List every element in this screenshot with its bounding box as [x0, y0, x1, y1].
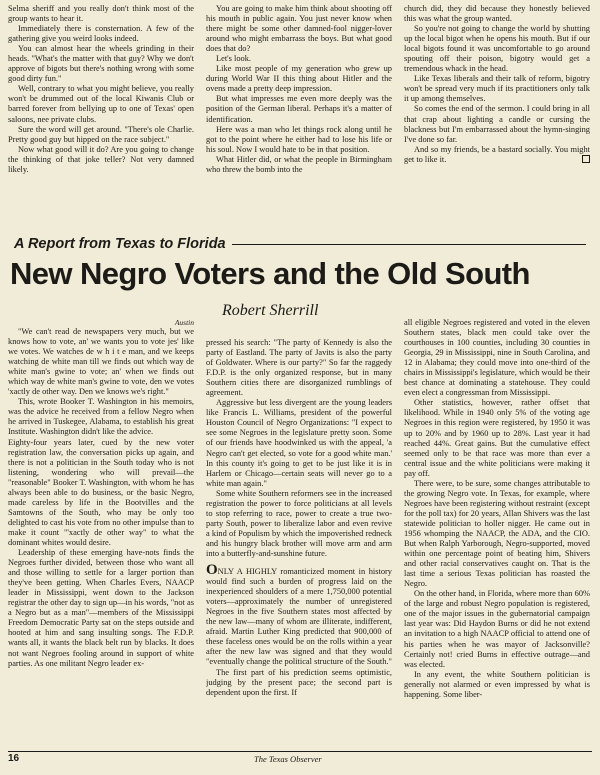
article-column-1 — [8, 318, 194, 748]
paragraph: Here was a man who let things rock along until he got to the point where he either had to lose his life or his soul. Now I would hate to be in that position. — [206, 124, 392, 154]
article-column-1-paragraphs — [8, 327, 194, 669]
paragraph: Selma sheriff and you really don't think most of the group wants to hear it. — [8, 4, 194, 24]
paragraph: Immediately there is consternation. A few of the gathering give you weird looks indeed. — [8, 24, 194, 44]
kicker-rule — [232, 244, 586, 245]
paragraph: Well, contrary to what you might believe, you really won't be drummed out of the local Kiwanis Club or barred forever from bellying up to one of Texas' open saloons, nee private clubs. — [8, 84, 194, 124]
footer-rule — [8, 751, 592, 752]
paragraph: So comes the end of the sermon. I could bring in all that crap about lighting a candle or cursing the blackness but I'm embarrassed about the hymn-singing I've done so far. — [404, 104, 590, 144]
paragraph: Aggressive but less divergent are the young leaders like Francis L. Williams, president of the powerful Houston Council of Negro Organizations: "I expect to see some Negroes in the legislature pretty soon. Some of our friends have hoodwinked us with the appeal, 'a Negro can't get elected, so vote for a good white man.' In this county it's going to get to be just like it is in Harlem or Chicago—certain seats will never go to a white man again." — [206, 398, 392, 488]
paragraph: You are going to make him think about shooting off his mouth in public again. You just never know when there might be some other damned-fool nigger-lover around who might embarrass the boys. But what good does that do? — [206, 4, 392, 54]
top-column-2 — [206, 4, 392, 235]
paragraph: "We can't read de newspapers very much, but we knows how to vote, an' we wants you to vote jes' like we votes. We watches de w h i t e man, and we keeps watching de white man till we finds out which way de white man's gwine to vote; an' when we finds out which way de white man's gwine to vote, den we votes 'xactly de other way. Den we knows we's right." — [8, 327, 194, 397]
kicker-row — [14, 236, 586, 252]
paragraph: What Hitler did, or what the people in Birmingham who threw the bomb into the — [206, 154, 392, 174]
top-column-3 — [404, 4, 590, 235]
paragraph: Like Texas liberals and their talk of reform, bigotry won't be spread very much if its practitioners only talk it up among themselves. — [404, 74, 590, 104]
section-break-paragraph — [206, 562, 392, 667]
paragraph: In any event, the white Southern politician is generally not alarmed or even impressed by what is happening. Some liber- — [404, 669, 590, 699]
paragraph: Let's look. — [216, 54, 252, 64]
paragraph: So you're not going to change the world by shutting up the local bigot when he opens his mouth. But if our local bigots found it was uncomfortable to go around spouting off their poison, bigotry would get a tremendous whack in the head. — [404, 24, 590, 74]
previous-article-continuation — [8, 4, 592, 235]
paragraph: Leadership of these emerging have-nots finds the Negroes further divided, between those who want all and those willing to settle for a larger portion than they've been getting. When Charles Evers, NAACP leader in Mississippi, went down to the Jackson registrar the other day to sign up—in his words, "not as a Negro but as a man"—members of the Mississippi Freedom Democratic Party sat on the steps outside and hooted at him and sang insulting songs. The F.D.P. wants all, it wants the black belt run by blacks. It does not want Negroes fooling around in support of white parties. As one militant Negro leader ex- — [8, 548, 194, 668]
paragraph: Sure the word will get around. "There's ole Charlie. Pretty good guy but hipped on the race subject." — [8, 124, 194, 144]
article-column-2 — [206, 318, 392, 748]
paragraph: pressed his search: "The party of Kennedy is also the party of Eastland. The party of Javits is also the party of Goldwater. Where is our party?" So far the raggedy F.D.P. is the only organized response, but in many Southern cities there are disorganized rumblings of agreement. — [206, 338, 392, 398]
paragraph: On the other hand, in Florida, where more than 60% of the large and robust Negro population is registered, one of the major issues in the gubernatorial campaign last year was: Did Haydon Burns or did he not extend an invitation to a high NAACP official to attend one of his parties when he was mayor of Jacksonville? Certainly not! cried Burns in effective outrage—and was elected. — [404, 589, 590, 669]
article-column-2-paragraphs — [206, 338, 392, 559]
page-number: 16 — [8, 753, 20, 764]
paragraph: Some white Southern reformers see in the increased registration the power to force politicians at all levels to stop referring to race, power to create a true two-party South, power to liberalize labor and even revive a kind of Populism by which the impoverished redneck and his hungry black brother will move arm and arm into a butterfly-and-sunshine future. — [206, 488, 392, 558]
drop-cap-paragraph-text: NLY A HIGHLY romanticized moment in history would find such a burden of progress laid on the inexperienced shoulders of a mere 1,750,000 potential voters—approximately the number of unregistered Negroes in the five Southern states most affected by the new law—many of whom are illiterate, indifferent, afraid. Martin Luther King predicted that 900,000 of these faceless ones would be on the rolls within a year after the new law was signed and that they would "eventually change the political structure of the South." — [206, 567, 392, 667]
paragraph: You can almost hear the wheels grinding in their heads. "What's the matter with that guy? Why we don't approve of bigots but there's nothing wrong with some good dirty fun." — [8, 44, 194, 84]
paragraph: Other statistics, however, rather offset that likelihood. While in 1940 only 5% of the voting age Negroes in this region were registered, by 1950 it was up to 20% and by 1960 up to 28%. Last year it had reached 44%. Great gains. But the cumulative effect seemed only to be that race was more than ever a central issue and the white politicians were making it pay off. — [404, 398, 590, 478]
byline: Robert Sherrill — [222, 302, 319, 319]
paragraph: Like most people of my generation who grew up during World War II this thing about Hitler and the ovens made a pretty deep impression. — [206, 64, 392, 94]
end-of-article-box-icon — [582, 155, 590, 163]
dateline: Austin — [174, 318, 194, 327]
drop-cap: O — [206, 562, 218, 579]
paragraph: Eighty-four years later, cued by the new voter registration law, the conversation picks up again, and there is not a politician in the South today who is not listening, wondering who will prevail—the "reasonable" Booker T. Washington, with whom he has always been able to do business, or the basic Negro, made careless by life in the Bootvilles and the Samtowns of the South, who may be only too delighted to cast his vote from no other impulse than to make it count "'xactly de other way" to what the dominant whites would desire. — [8, 437, 194, 547]
paragraph: There were, to be sure, some changes attributable to the growing Negro vote. In Texas, for example, where Negroes have been registering without restraint (except for the poll tax) for 20 years, Allan Shivers was the last statewide politician to holler nigger. He came out in 1956 whomping the NAACP, the ADA, and the CIO. But when Ralph Yarborough, Negro-supported, moved within one percentage point of beating him, Shivers and other racial conservatives caught on. That is the last time a serious Texas politician has roasted the Negro. — [404, 478, 590, 589]
paragraph: church did, they did because they honestly believed this was what the group wanted. — [404, 4, 590, 24]
paragraph: Now what good will it do? Are you going to change the thinking of that joke teller? Not very damned likely. — [8, 144, 194, 174]
paragraph: This, wrote Booker T. Washington in his memoirs, was the advice he received from a fellow Negro when he arrived in Tuskegee, Alabama, to establish his great Institute. Washington didn't like the advice. — [8, 397, 194, 437]
paragraph: all eligible Negroes registered and voted in the eleven Southern states, black men could take over the courthouses in 100 counties, including 30 counties in Georgia, 29 in Mississippi, nine in South Carolina, and 12 in Alabama; they could move into one-third of the chairs in Mississippi's legislature, which would be their best chance at dominating a statehouse. They could even elect a congressman from Mississippi. — [404, 318, 590, 398]
publication-name: The Texas Observer — [254, 754, 322, 764]
paragraph: And so my friends, be a bastard socially. You might get to like it. — [404, 144, 590, 164]
top-column-3-paragraphs — [404, 4, 590, 165]
kicker: A Report from Texas to Florida — [14, 236, 226, 252]
top-column-1 — [8, 4, 194, 235]
article-body — [8, 318, 592, 748]
paragraph: But what impresses me even more deeply was the position of the German liberal. Perhaps it's a matter of identification. — [206, 94, 392, 124]
article-column-3 — [404, 318, 590, 748]
article-column-2-tail: The first part of his prediction seems optimistic, judging by the present pace; the second part is dependent upon the first. If — [206, 667, 392, 697]
headline: New Negro Voters and the Old South — [10, 256, 530, 291]
